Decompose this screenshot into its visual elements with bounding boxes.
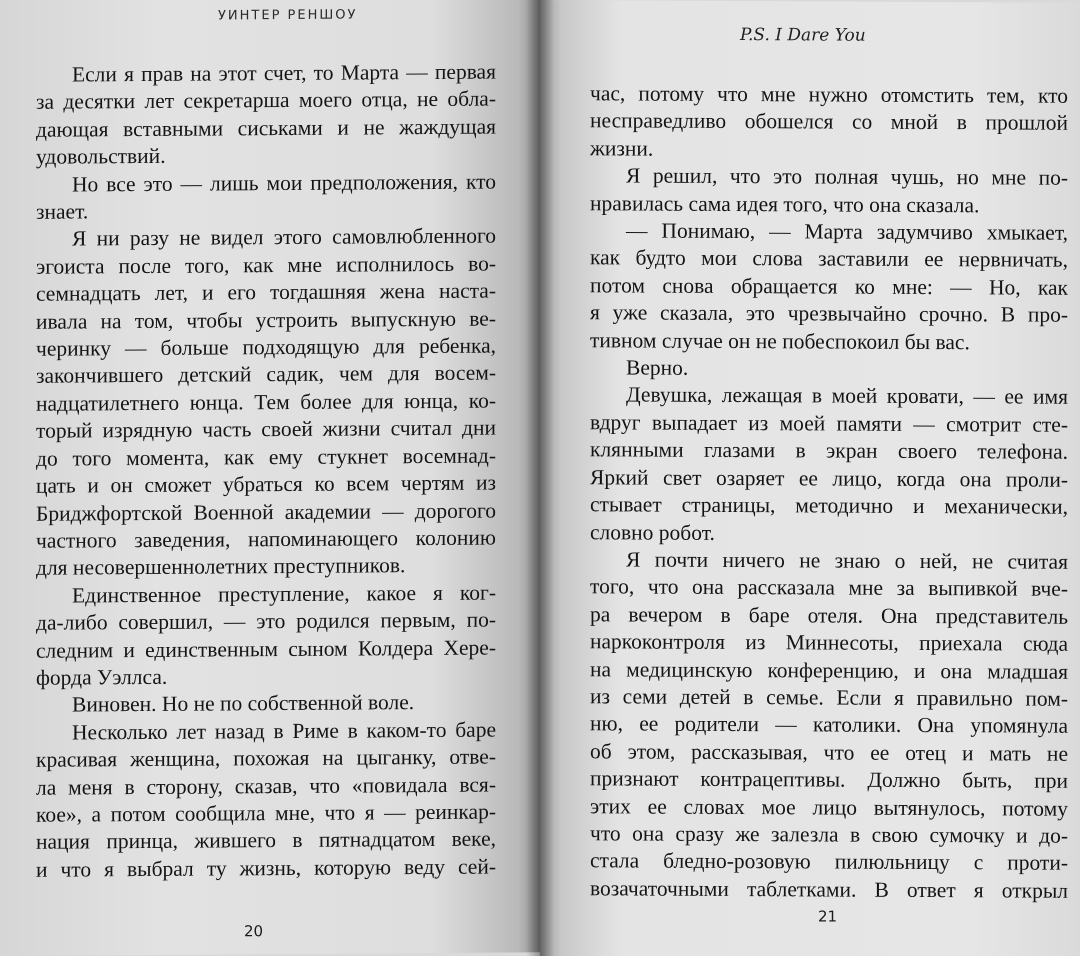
running-head-author: УИНТЕР РЕНШОУ bbox=[218, 7, 358, 24]
text-line: и что я выбрал ту жизнь, которую веду сей- bbox=[36, 854, 496, 882]
text-line: Яркий свет озаряет ее лицо, когда она проли- bbox=[590, 464, 1068, 492]
text-line: я уже сказала, это чрезвычайно срочно. В про- bbox=[590, 300, 1068, 328]
text-line: для несовершеннолетних преступников. bbox=[36, 553, 406, 581]
text-line: из семи детей в семье. Если я правильно пом- bbox=[590, 684, 1068, 711]
text-line: черинку — больше подходящую для ребенка, bbox=[36, 333, 496, 361]
text-line: да-либо совершил, — это родился первым, по- bbox=[36, 607, 496, 635]
text-line: Если я прав на этот счет, то Марта — первая bbox=[72, 59, 496, 87]
text-line: цать и он сможет убраться ко всем чертям из bbox=[36, 470, 496, 498]
text-line: дающая вставными сиськами и не жаждущая bbox=[36, 114, 496, 142]
text-line: закончившего детский садик, чем для восем- bbox=[36, 361, 496, 389]
text-line: нравилась сама идея того, что она сказала. bbox=[590, 190, 980, 217]
text-line: признают контрацептивы. Должно быть, при bbox=[590, 766, 1068, 793]
text-line: что она сразу же залезла в свою сумочку и до- bbox=[590, 821, 1068, 848]
text-line: ню, ее родители — католики. Она упомянула bbox=[590, 711, 1068, 739]
text-line: форда Уэллса. bbox=[36, 664, 168, 690]
text-line: об этом, рассказывая, что ее отец и мать не bbox=[590, 739, 1068, 766]
text-line: надцатилетнего юнца. Тем более для юнца, ко- bbox=[36, 388, 496, 416]
text-line: ра вечером в баре отеля. Она представитель bbox=[590, 601, 1068, 629]
page-number-right: 21 bbox=[818, 907, 838, 926]
text-line: эгоиста после того, как мне исполнилось во- bbox=[36, 251, 496, 279]
text-line: Виновен. Но не по собственной воле. bbox=[72, 690, 415, 717]
text-line: возачаточными таблетками. В ответ я открыл bbox=[590, 876, 1068, 903]
text-line: — Понимаю, — Марта задумчиво хмыкает, bbox=[626, 218, 1068, 245]
text-line: Но все это — лишь мои предположения, кто bbox=[72, 169, 496, 197]
right-page-body bbox=[590, 80, 1068, 905]
text-line: час, потому что мне нужно отомстить тем, кто bbox=[590, 81, 1068, 108]
text-line: Девушка, лежащая в моей кровати, — ее имя bbox=[626, 382, 1068, 410]
text-line: следним и единственным сыном Колдера Хере- bbox=[36, 635, 496, 663]
text-line: Я почти ничего не знаю о ней, не считая bbox=[626, 547, 1068, 574]
text-line: частного заведения, напоминающего колонию bbox=[36, 525, 496, 553]
text-line: тивном случае он не побеспокоил бы вас. bbox=[590, 327, 970, 354]
text-line: до того момента, как ему стукнет восемнад- bbox=[36, 443, 496, 471]
text-line: семнадцать лет, и его тогдашняя жена наста- bbox=[36, 278, 496, 306]
text-line: потом снова обращается ко мне: — Но, как bbox=[590, 273, 1068, 300]
text-line: кое», а потом сообщила мне, что я — реинкар- bbox=[36, 799, 496, 827]
page-number-left: 20 bbox=[244, 922, 264, 941]
right-page bbox=[540, 0, 1080, 956]
text-line: на медицинскую конференцию, и она младшая bbox=[590, 656, 1068, 684]
text-line: стывает страницы, методично и механически, bbox=[590, 492, 1068, 519]
text-line: жизни. bbox=[590, 136, 654, 161]
text-line: Несколько лет назад в Риме в каком-то баре bbox=[72, 717, 496, 745]
text-line: как будто мои слова заставили ее нервничать, bbox=[590, 245, 1068, 273]
text-line: этих ее словах мое лицо вытянулось, потому bbox=[590, 793, 1068, 821]
text-line: ла меня в сторону, сказав, что «повидала вся- bbox=[36, 772, 496, 800]
text-line: знает. bbox=[36, 199, 89, 224]
running-head-title: P.S. I Dare You bbox=[740, 25, 866, 46]
left-page-body bbox=[36, 59, 496, 884]
text-line: вдруг выпадает из моей памяти — смотрит сте- bbox=[590, 410, 1068, 437]
text-line: наркоконтроля из Миннесоты, приехала сюда bbox=[590, 629, 1068, 656]
text-line: словно робот. bbox=[590, 519, 715, 545]
text-line: стала бледно-розовую пилюльницу с проти- bbox=[590, 848, 1068, 876]
text-line: нация принца, жившего в пятнадцатом веке, bbox=[36, 826, 496, 855]
text-line: красивая женщина, похожая на цыганку, отве- bbox=[36, 744, 496, 772]
text-line: клянными глазами в экран своего телефона. bbox=[590, 437, 1068, 465]
text-line: несправедливо обошелся со мной в прошлой bbox=[590, 108, 1068, 136]
text-line: за десятки лет секретарша моего отца, не обла- bbox=[36, 86, 496, 115]
text-line: Я решил, что это полная чушь, но мне по- bbox=[626, 163, 1068, 190]
text-line: Единственное преступление, какое я ког- bbox=[72, 580, 496, 608]
text-line: Я ни разу не видел этого самовлюбленного bbox=[72, 223, 496, 251]
text-line: торый изрядную часть своей жизни считал дни bbox=[36, 415, 496, 444]
text-line: Верно. bbox=[626, 355, 689, 380]
text-line: ивала на том, чтобы устроить выпускную ве- bbox=[36, 306, 496, 334]
text-line: Бриджфортской Военной академии — дорогого bbox=[36, 498, 496, 526]
text-line: удовольствий. bbox=[36, 144, 166, 169]
text-line: того, что она рассказала мне за выпивкой вче- bbox=[590, 574, 1068, 602]
